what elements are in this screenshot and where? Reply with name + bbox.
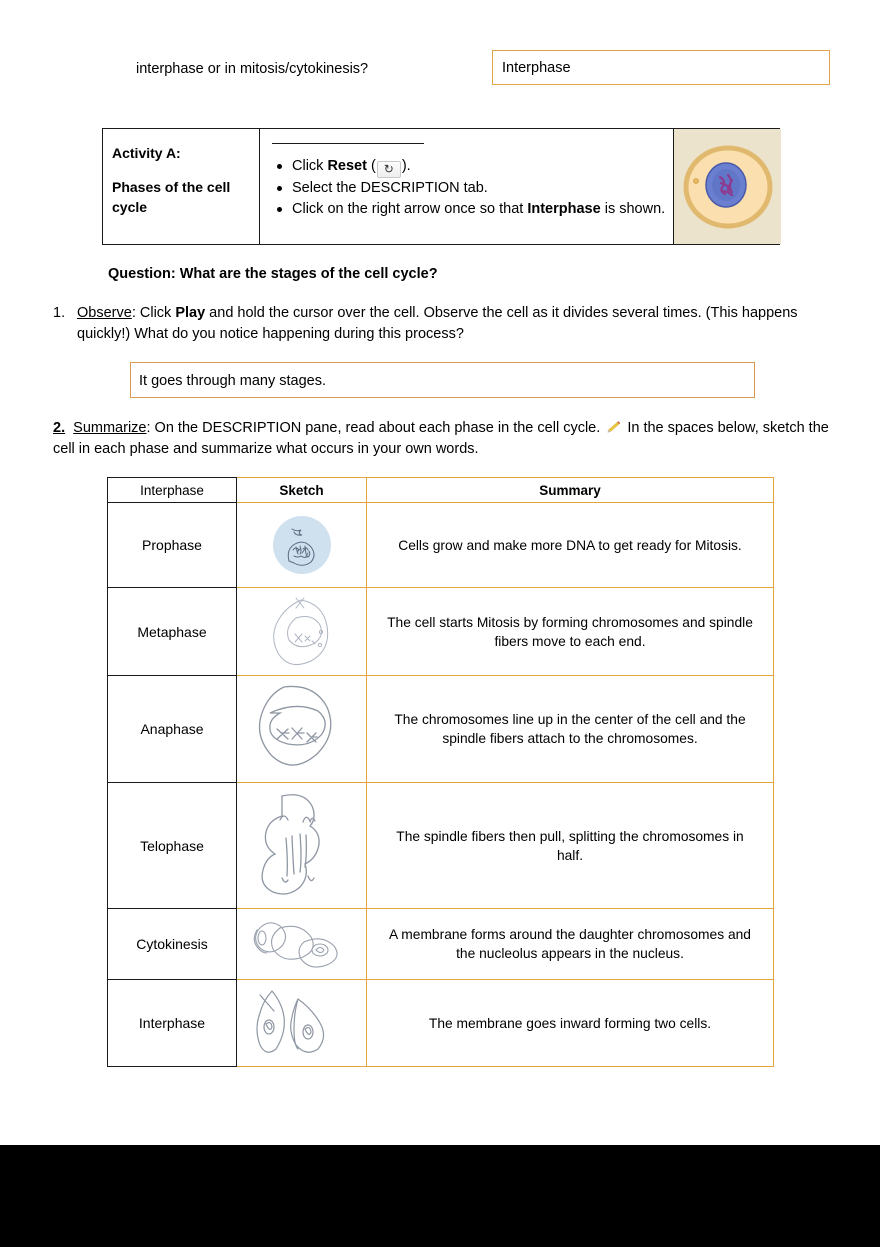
row-phase-label: Telophase (108, 783, 237, 909)
faint-cell-outline-sketch-icon (263, 596, 341, 668)
activity-step-3 (292, 200, 688, 220)
elongated-cell-spindle-sketch-icon (248, 790, 356, 902)
carryover-answer-box[interactable] (492, 50, 830, 85)
step-3-prefix: Click on the right arrow once so that (292, 200, 528, 217)
step-3-bold: Interphase (527, 200, 601, 217)
row-summary-text: The membrane goes inward forming two cells. (367, 980, 774, 1067)
item-2 (53, 418, 843, 460)
cell-with-aligned-chromosomes-sketch-icon (246, 683, 358, 775)
summary-table (107, 477, 774, 1067)
row-sketch-cell (237, 503, 367, 588)
table-row (108, 503, 774, 588)
item-1-bold: Play (175, 305, 206, 321)
table-row (108, 676, 774, 783)
summary-table-header-row (108, 478, 774, 503)
reset-icon[interactable]: ↻ (377, 161, 401, 178)
row-sketch-cell (237, 588, 367, 676)
item-1-text-part-2: and hold the cursor over the cell. Observe the cell as it divides several times. (This happens quickly!) What do you notice happening during this process? (77, 305, 798, 342)
cell-diagram-icon (680, 139, 776, 235)
row-summary-text: A membrane forms around the daughter chromosomes and the nucleolus appears in the nucleus. (367, 909, 774, 980)
row-sketch-cell (237, 783, 367, 909)
row-phase-label: Metaphase (108, 588, 237, 676)
header-phase: Interphase (108, 478, 237, 503)
bullet-icon (277, 164, 282, 169)
row-sketch-cell (237, 676, 367, 783)
step-1-paren-open: ( (370, 158, 376, 174)
blue-circle-chromatin-sketch-icon (265, 511, 339, 579)
item-1-number: 1. (53, 305, 66, 321)
carryover-question-row (0, 50, 880, 94)
item-1-label: Observe (77, 305, 132, 321)
table-row (108, 980, 774, 1067)
activity-title-line-2: Phases of the cell cycle (112, 179, 231, 215)
item-1-body (77, 303, 852, 344)
pencil-icon (606, 420, 621, 433)
row-summary-text: The spindle fibers then pull, splitting the chromosomes in half. (367, 783, 774, 909)
item-1-answer-box[interactable] (130, 362, 755, 398)
carryover-answer-text: Interphase (502, 60, 571, 76)
row-phase-label: Cytokinesis (108, 909, 237, 980)
step-1-paren-close: ). (401, 158, 411, 174)
activity-steps-cell (260, 129, 674, 244)
activity-a-box (102, 128, 780, 245)
table-row (108, 783, 774, 909)
activity-step-2 (292, 179, 688, 199)
row-sketch-cell (237, 909, 367, 980)
item-2-number: 2. (53, 420, 66, 436)
row-phase-label: Interphase (108, 980, 237, 1067)
step-1-bold: Reset (327, 158, 367, 174)
row-sketch-cell (237, 980, 367, 1067)
row-phase-label: Prophase (108, 503, 237, 588)
row-summary-text: The chromosomes line up in the center of the cell and the spindle fibers attach to the chromosomes. (367, 676, 774, 783)
step-2-text: Select the DESCRIPTION tab. (292, 180, 488, 196)
bottom-black-bar (0, 1145, 880, 1247)
step-3-suffix: is shown. (600, 200, 666, 217)
row-summary-text: Cells grow and make more DNA to get ready for Mitosis. (367, 503, 774, 588)
activity-step-1 (292, 157, 688, 178)
activity-title-line-1: Activity A: (112, 145, 181, 161)
activity-steps-list (270, 157, 688, 220)
activity-title-cell (103, 129, 260, 244)
row-summary-text: The cell starts Mitosis by forming chromosomes and spindle fibers move to each end. (367, 588, 774, 676)
two-separate-cells-sketch-icon (246, 987, 358, 1059)
activity-image-cell (674, 129, 781, 244)
header-sketch: Sketch (237, 478, 367, 503)
item-2-label: Summarize (73, 420, 147, 436)
question-heading: Question: What are the stages of the cell cycle? (108, 266, 438, 282)
item-2-text-part-2: In the spaces below, sketch the cell in each phase and summarize what occurs in your own words. (53, 420, 829, 457)
two-lobed-cell-sketch-icon (244, 916, 359, 972)
header-summary: Summary (367, 478, 774, 503)
table-row (108, 909, 774, 980)
table-row (108, 588, 774, 676)
carryover-question-text: interphase or in mitosis/cytokinesis? (136, 61, 369, 77)
item-1-answer-text: It goes through many stages. (139, 373, 326, 389)
bullet-icon (277, 207, 282, 212)
step-1-prefix: Click (292, 158, 328, 174)
bullet-icon (277, 186, 282, 191)
item-2-text-part-1: : On the DESCRIPTION pane, read about each phase in the cell cycle. (146, 420, 605, 436)
row-phase-label: Anaphase (108, 676, 237, 783)
item-1-text-part-1: : Click (131, 305, 176, 321)
steps-divider-rule (272, 143, 424, 144)
